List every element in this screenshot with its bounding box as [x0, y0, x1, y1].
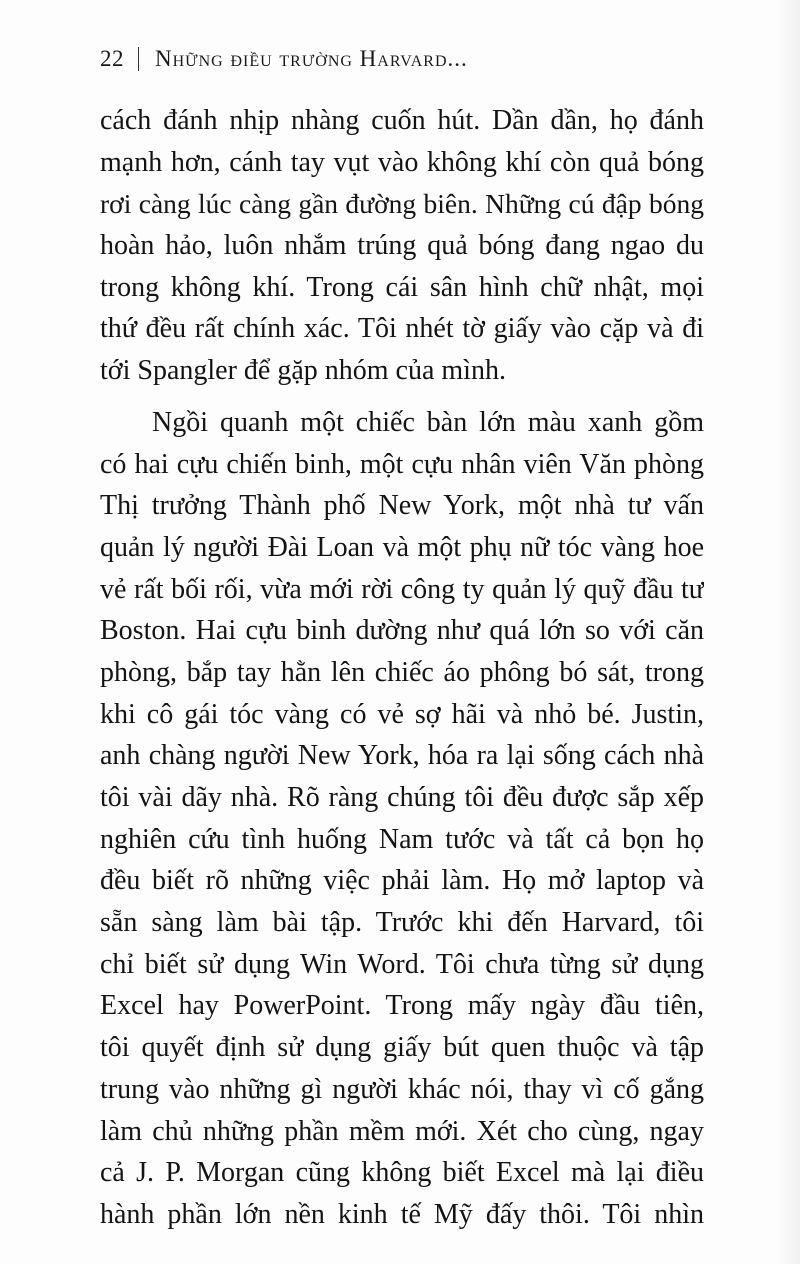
text-line: quản lý người Đài Loan và một phụ nữ tóc vàng hoe: [100, 531, 704, 563]
page-number: 22: [100, 46, 124, 71]
text-line: Ngồi quanh một chiếc bàn lớn màu xanh gồm: [152, 406, 704, 438]
running-header: [100, 42, 468, 76]
text-line: sẵn sàng làm bài tập. Trước khi đến Harvard, tôi: [100, 907, 704, 939]
text-line: trong không khí. Trong cái sân hình chữ nhật, mọi: [100, 271, 704, 303]
text-line: mạnh hơn, cánh tay vụt vào không khí còn quả bóng: [100, 146, 704, 178]
text-line: có hai cựu chiến binh, một cựu nhân viên Văn phòng: [100, 448, 704, 480]
text-line: phòng, bắp tay hằn lên chiếc áo phông bó sát, trong: [100, 656, 704, 688]
text-line: khi cô gái tóc vàng có vẻ sợ hãi và nhỏ bé. Justin,: [100, 698, 704, 730]
text-line: rơi càng lúc càng gần đường biên. Những cú đập bóng: [100, 188, 704, 220]
book-title: Những điều trường Harvard...: [155, 46, 468, 71]
text-line: chỉ biết sử dụng Win Word. Tôi chưa từng sử dụng: [100, 948, 704, 980]
text-line: tới Spangler để gặp nhóm của mình.: [100, 355, 506, 387]
page-edge-shadow: [776, 0, 800, 1264]
text-line: trung vào những gì người khác nói, thay vì cố gắng: [100, 1073, 704, 1105]
text-line: vẻ rất bối rối, vừa mới rời công ty quản lý quỹ đầu tư: [100, 573, 704, 605]
text-line: làm chủ những phần mềm mới. Xét cho cùng, ngay: [100, 1115, 704, 1147]
text-line: Thị trưởng Thành phố New York, một nhà tư vấn: [100, 490, 704, 522]
text-line: Boston. Hai cựu binh dường như quá lớn so với căn: [100, 615, 704, 647]
text-line: tôi vài dãy nhà. Rõ ràng chúng tôi đều được sắp xếp: [100, 782, 704, 813]
text-line: hoàn hảo, luôn nhắm trúng quả bóng đang ngao du: [100, 230, 704, 262]
text-line: nghiên cứu tình huống Nam tước và tất cả bọn họ: [100, 823, 704, 855]
text-line: anh chàng người New York, hóa ra lại sống cách nhà: [100, 740, 704, 772]
body-text: [100, 100, 704, 1236]
text-line: thứ đều rất chính xác. Tôi nhét tờ giấy vào cặp và đi: [100, 313, 704, 345]
paragraph-gap: [100, 392, 704, 402]
header-separator: [138, 47, 139, 71]
text-line: cách đánh nhịp nhàng cuốn hút. Dần dần, họ đánh: [100, 105, 704, 136]
text-line: hành phần lớn nền kinh tế Mỹ đấy thôi. Tôi nhìn: [100, 1198, 704, 1230]
text-line: Excel hay PowerPoint. Trong mấy ngày đầu tiên,: [100, 990, 704, 1022]
text-line: cả J. P. Morgan cũng không biết Excel mà lại điều: [100, 1157, 704, 1189]
text-line: đều biết rõ những việc phải làm. Họ mở laptop và: [100, 865, 704, 897]
paragraph-1: [100, 100, 704, 392]
paragraph-2: [100, 402, 704, 1236]
text-line: tôi quyết định sử dụng giấy bút quen thuộc và tập: [100, 1032, 704, 1064]
